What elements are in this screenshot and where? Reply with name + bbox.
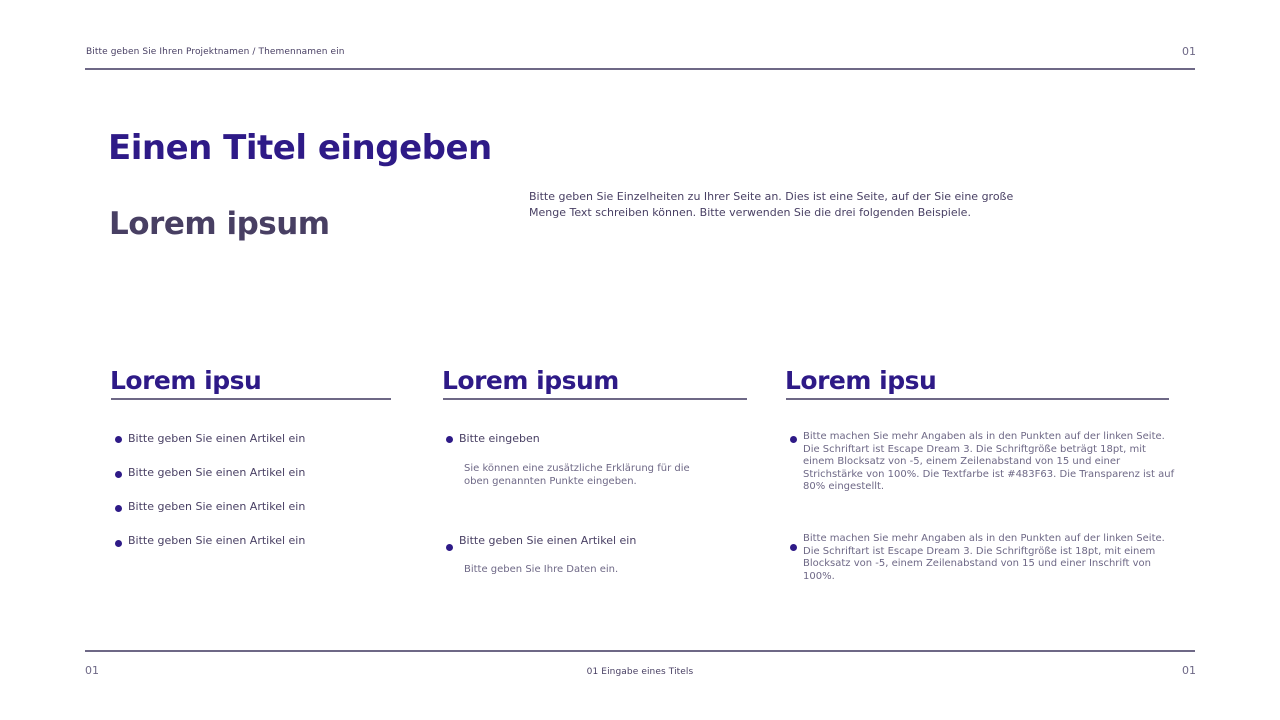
list-item: Bitte geben Sie einen Artikel ein xyxy=(128,500,306,513)
column-2-heading: Lorem ipsum xyxy=(442,366,619,395)
list-item: Bitte geben Sie einen Artikel ein xyxy=(128,432,306,445)
footer-right-number: 01 xyxy=(1182,664,1196,677)
bullet-icon xyxy=(790,436,797,443)
bullet-icon xyxy=(115,436,122,443)
list-item-note: Sie können eine zusätzliche Erklärung für die oben genannten Punkte eingeben. xyxy=(464,463,690,487)
column-1-heading: Lorem ipsu xyxy=(110,366,262,395)
header-page-number: 01 xyxy=(1182,45,1196,58)
page-title: Einen Titel eingeben xyxy=(108,128,492,168)
list-item-note: Bitte geben Sie Ihre Daten ein. xyxy=(464,564,619,575)
column-3-heading: Lorem ipsu xyxy=(785,366,937,395)
page-subtitle: Lorem ipsum xyxy=(109,206,330,242)
list-item-label: Bitte geben Sie einen Artikel ein xyxy=(459,534,637,547)
header-divider xyxy=(85,68,1195,70)
bullet-icon xyxy=(115,540,122,547)
bullet-icon xyxy=(115,471,122,478)
footer-divider xyxy=(85,650,1195,652)
footer-caption: 01 Eingabe eines Titels xyxy=(586,667,694,677)
column-1-rule xyxy=(111,398,391,400)
bullet-icon xyxy=(446,544,453,551)
list-item-paragraph: Bitte machen Sie mehr Angaben als in den Punkten auf der linken Seite. Die Schriftart ist Escape Dream 3. Die Schriftgröße ist 18pt, mit einem Blocksatz von -5, einem Zeilenabstand von 15 und einer Inschrift von 100%. xyxy=(803,533,1165,582)
project-name-label: Bitte geben Sie Ihren Projektnamen / Themennamen ein xyxy=(86,47,345,57)
footer-left-number: 01 xyxy=(85,664,99,677)
intro-text: Bitte geben Sie Einzelheiten zu Ihrer Seite an. Dies ist eine Seite, auf der Sie eine große Menge Text schreiben können. Bitte verwenden Sie die drei folgenden Beispiele. xyxy=(529,190,1014,219)
bullet-icon xyxy=(446,436,453,443)
list-item: Bitte geben Sie einen Artikel ein xyxy=(128,534,306,547)
list-item: Bitte geben Sie einen Artikel ein xyxy=(128,466,306,479)
bullet-icon xyxy=(115,505,122,512)
list-item-label: Bitte eingeben xyxy=(459,432,540,445)
list-item-paragraph: Bitte machen Sie mehr Angaben als in den Punkten auf der linken Seite. Die Schriftart ist Escape Dream 3. Die Schriftgröße beträgt 18pt, mit einem Blocksatz von -5, einem Zeilenabstand von 15 und einer Strichstärke von 100%. Die Textfarbe ist #483F63. Die Transparenz ist auf 80% eingestellt. xyxy=(803,431,1175,492)
column-2-rule xyxy=(443,398,747,400)
bullet-icon xyxy=(790,544,797,551)
column-3-rule xyxy=(786,398,1169,400)
